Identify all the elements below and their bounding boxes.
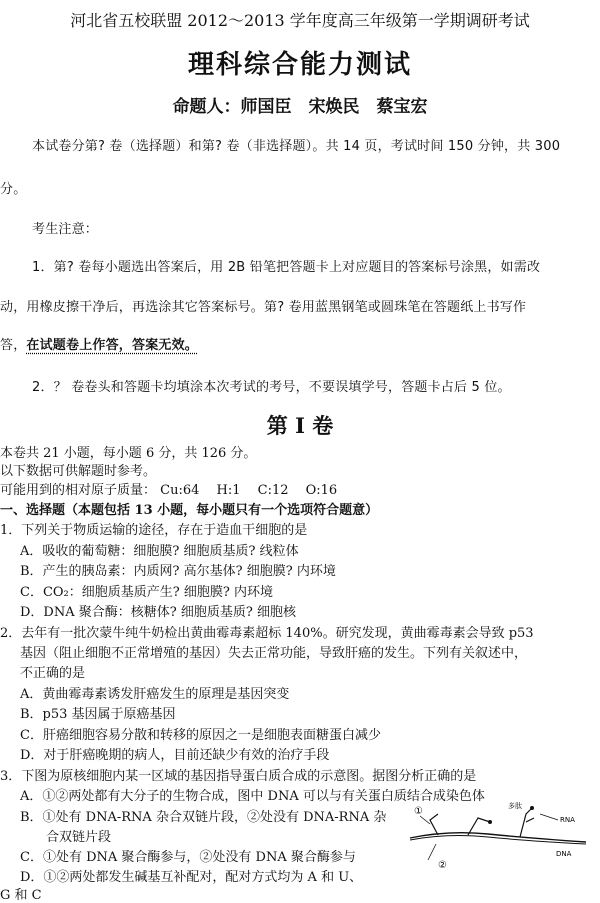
pointer-2 [428, 844, 436, 860]
label-2: ② [438, 860, 447, 870]
exam-title: 理科综合能力测试 [187, 50, 412, 80]
question-option: D．对于肝癌晚期的病人，目前还缺少有效的治疗手段 [20, 748, 330, 763]
question-option: C．CO₂：细胞质基质产生? 细胞膜? 内环境 [20, 585, 273, 600]
question-option: D．①②两处都发生碱基互补配对，配对方式均为 A 和 U、 [20, 870, 363, 885]
rna-pointer [540, 814, 558, 820]
section-info-1: 本卷共 21 小题，每小题 6 分，共 126 分。 [0, 446, 257, 461]
section-info-3: 可能用到的相对原子质量： Cu:64 H:1 C:12 O:16 [0, 483, 338, 498]
volume-title: 第 I 卷 [266, 413, 334, 438]
question-option: D．DNA 聚合酶：核糖体? 细胞质基质? 细胞核 [20, 605, 296, 620]
notice-item-1-cont: 动，用橡皮擦干净后，再选涂其它答案标号。第? 卷用蓝黑钢笔或圆珠笔在答题纸上书写作 [0, 300, 527, 315]
label-dna: DNA [556, 850, 572, 858]
question-option: C．①处有 DNA 聚合酶参与，②处没有 DNA 聚合酶参与 [20, 850, 356, 865]
question-option: A．①②两处都有大分子的生物合成，图中 DNA 可以与有关蛋白质结合成染色体 [20, 789, 485, 804]
intro-paragraph-1: 本试卷分第? 卷（选择题）和第? 卷（非选择题）。共 14 页，考试时间 150 分钟，共 300 [32, 139, 561, 154]
notice-title: 考生注意： [32, 222, 99, 237]
part-title: 一、选择题（本题包括 13 小题，每小题只有一个选项符合题意） [0, 503, 379, 518]
question-option: C．肝癌细胞容易分散和转移的原因之一是细胞表面糖蛋白减少 [20, 728, 381, 743]
question-stem: 2．去年有一批次蒙牛纯牛奶检出黄曲霉毒素超标 140%。研究发现，黄曲霉毒素会导致 p53 [0, 626, 534, 641]
notice-item-1: 1．第? 卷每小题选出答案后，用 2B 铅笔把答题卡上对应题目的答案标号涂黑，如需改 [32, 260, 541, 275]
pointer-1 [420, 816, 430, 824]
exam-header-line: 河北省五校联盟 2012～2013 学年度高三年级第一学期调研考试 [70, 11, 530, 30]
section-info-2: 以下数据可供解题时参考。 [0, 464, 157, 479]
question-option: A．吸收的葡萄糖：细胞膜? 细胞质基质? 线粒体 [20, 544, 299, 559]
question-option-cont: 合双链片段 [46, 830, 112, 845]
ribosome-dot [488, 820, 492, 824]
ribosome-dot [530, 806, 534, 810]
rna-strand-1 [430, 814, 438, 835]
question-stem: 3．下图为原核细胞内某一区域的基因指导蛋白质合成的示意图。据图分析正确的是 [0, 769, 477, 784]
notice-item-2: 2．？ 卷卷头和答题卡均填涂本次考试的考号，不要误填学号，答题卡占后 5 位。 [32, 380, 511, 395]
transcription-translation-diagram [408, 800, 588, 870]
label-1: ① [414, 806, 423, 817]
notice-item-1-end-text: 答， [0, 338, 27, 353]
rna-strand-3 [520, 808, 534, 837]
question-option: A．黄曲霉毒素诱发肝癌发生的原理是基因突变 [20, 687, 290, 702]
question-option-cont: G 和 C [0, 888, 42, 903]
question-stem: 不正确的是 [20, 666, 86, 681]
authors-line: 命题人：师国臣 宋焕民 蔡宝宏 [172, 97, 428, 117]
question-stem: 1．下列关于物质运输的途径，存在于造血干细胞的是 [0, 523, 308, 538]
question-stem: 基因（阻止细胞不正常增殖的基因）失去正常功能，导致肝癌的发生。下列有关叙述中， [20, 646, 528, 661]
label-rna: RNA [560, 816, 575, 824]
notice-item-1-end [0, 334, 198, 353]
dna-strand [410, 833, 586, 842]
label-ribosome: 多肽 [508, 802, 522, 810]
question-option: B．p53 基因属于原癌基因 [20, 707, 176, 722]
question-option: B．①处有 DNA-RNA 杂合双链片段，②处没有 DNA-RNA 杂 [20, 810, 387, 825]
intro-paragraph-1-cont: 分。 [0, 182, 27, 197]
question-option: B．产生的胰岛素：内质网? 高尔基体? 细胞膜? 内环境 [20, 564, 336, 579]
notice-emphasis: 在试题卷上作答，答案无效。 [26, 338, 199, 353]
